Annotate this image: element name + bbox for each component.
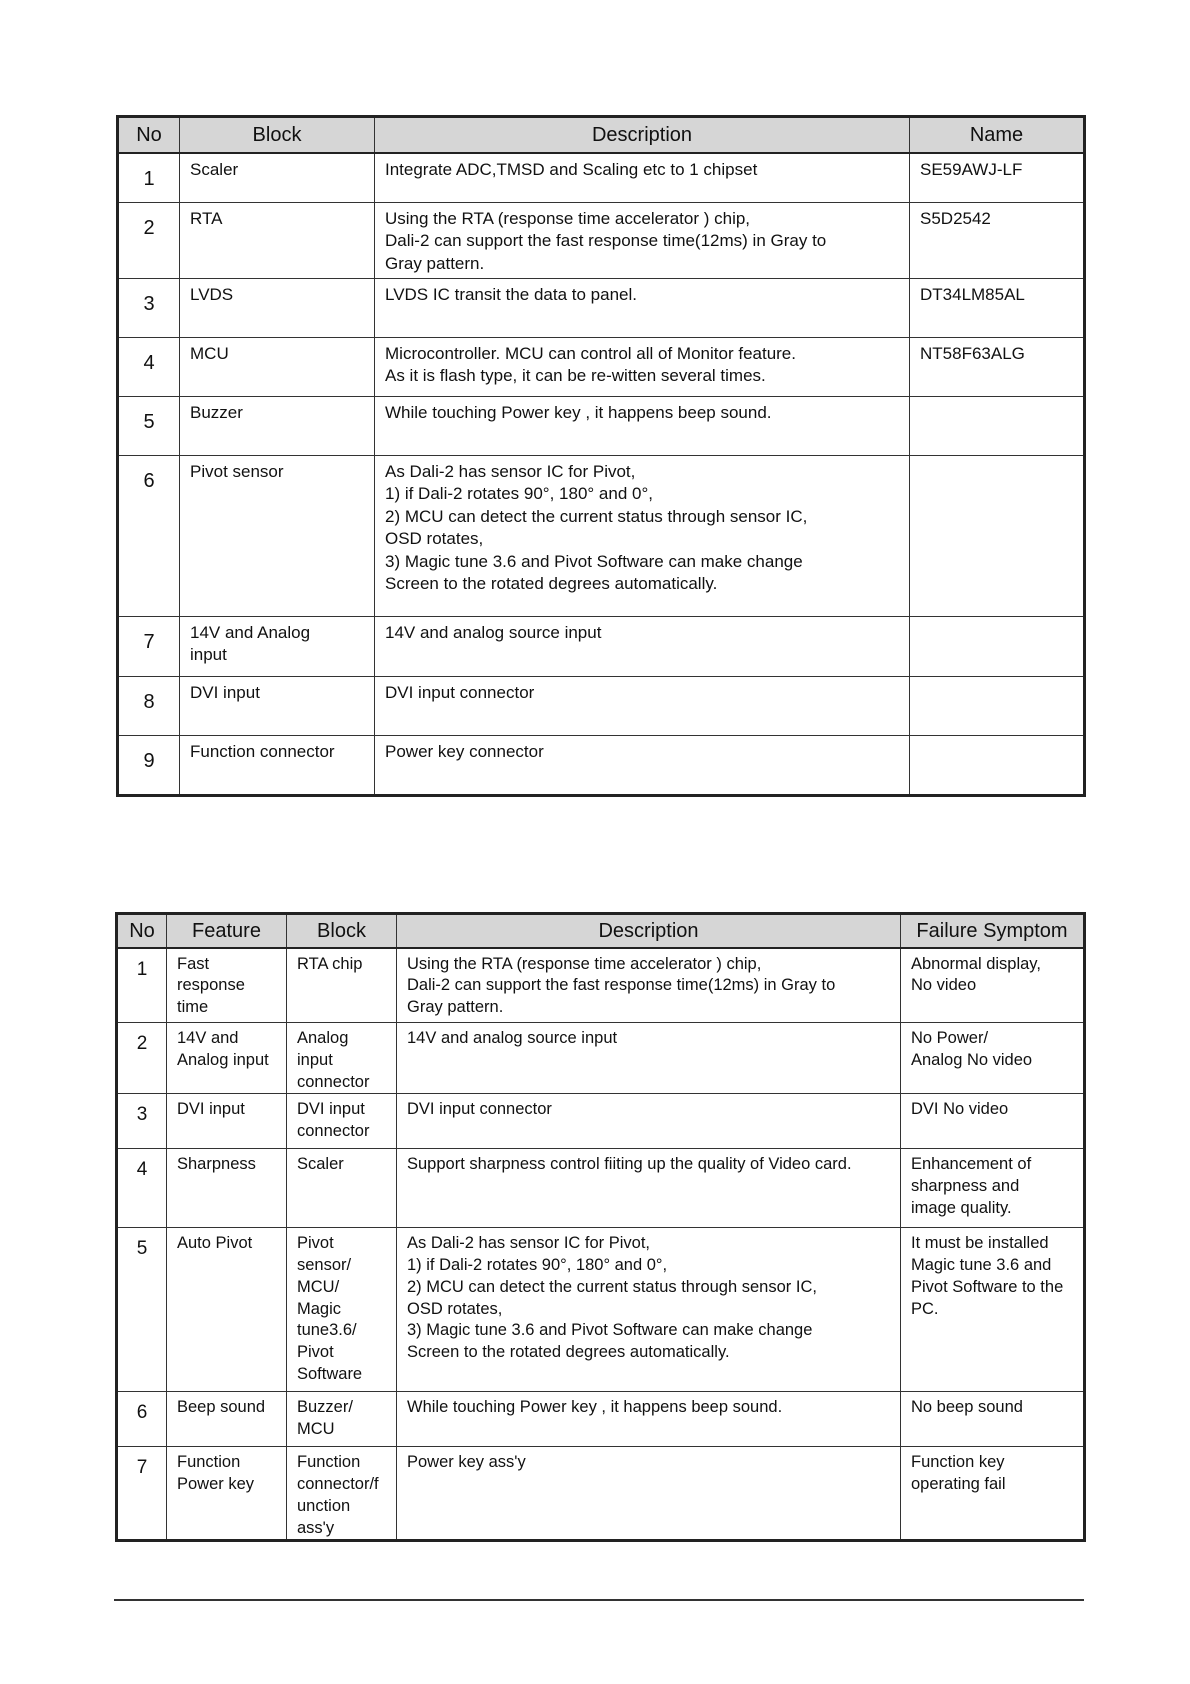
row-number: 1 bbox=[118, 153, 180, 203]
part-name-cell bbox=[910, 736, 1085, 796]
column-header-description: Description bbox=[397, 914, 901, 948]
column-header-no: No bbox=[117, 914, 167, 948]
part-name-cell bbox=[910, 617, 1085, 677]
description-cell: Integrate ADC,TMSD and Scaling etc to 1 chipset bbox=[375, 153, 910, 203]
description-cell: Power key ass'y bbox=[397, 1447, 901, 1541]
table-row bbox=[118, 153, 1085, 203]
description-cell: Microcontroller. MCU can control all of Monitor feature. As it is flash type, it can be re-witten several times. bbox=[375, 338, 910, 397]
table-row bbox=[118, 617, 1085, 677]
block-cell: Function connector/f unction ass'y bbox=[287, 1447, 397, 1541]
table-row bbox=[117, 1228, 1085, 1392]
table-row bbox=[118, 456, 1085, 617]
block-cell: Pivot sensor bbox=[180, 456, 375, 617]
column-header-block: Block bbox=[287, 914, 397, 948]
column-header-failure-symptom: Failure Symptom bbox=[901, 914, 1085, 948]
table-row bbox=[117, 1023, 1085, 1094]
description-cell: As Dali-2 has sensor IC for Pivot, 1) if Dali-2 rotates 90°, 180° and 0°, 2) MCU can detect the current status through sensor IC, OSD rotates, 3) Magic tune 3.6 and Pivot Software can make change Screen to the rotated degrees automatically. bbox=[375, 456, 910, 617]
table-row bbox=[117, 1094, 1085, 1149]
feature-cell: 14V and Analog input bbox=[167, 1023, 287, 1094]
feature-cell: Beep sound bbox=[167, 1392, 287, 1447]
row-number: 2 bbox=[118, 203, 180, 279]
table-row bbox=[117, 948, 1085, 1023]
block-cell: Buzzer/ MCU bbox=[287, 1392, 397, 1447]
part-name-cell bbox=[910, 677, 1085, 736]
row-number: 5 bbox=[118, 397, 180, 456]
row-number: 8 bbox=[118, 677, 180, 736]
feature-cell: Sharpness bbox=[167, 1149, 287, 1228]
block-cell: DVI input connector bbox=[287, 1094, 397, 1149]
row-number: 2 bbox=[117, 1023, 167, 1094]
failure-symptom-cell: DVI No video bbox=[901, 1094, 1085, 1149]
block-cell: 14V and Analog input bbox=[180, 617, 375, 677]
row-number: 6 bbox=[118, 456, 180, 617]
block-cell: Scaler bbox=[287, 1149, 397, 1228]
row-number: 1 bbox=[117, 948, 167, 1023]
description-cell: DVI input connector bbox=[375, 677, 910, 736]
row-number: 3 bbox=[118, 279, 180, 338]
table-row bbox=[118, 203, 1085, 279]
row-number: 9 bbox=[118, 736, 180, 796]
failure-symptom-cell: Function key operating fail bbox=[901, 1447, 1085, 1541]
block-cell: Scaler bbox=[180, 153, 375, 203]
description-cell: 14V and analog source input bbox=[397, 1023, 901, 1094]
block-cell: RTA bbox=[180, 203, 375, 279]
table-header-row bbox=[118, 117, 1085, 153]
row-number: 7 bbox=[118, 617, 180, 677]
row-number: 7 bbox=[117, 1447, 167, 1541]
failure-symptom-cell: No Power/ Analog No video bbox=[901, 1023, 1085, 1094]
row-number: 4 bbox=[117, 1149, 167, 1228]
feature-cell: Fast response time bbox=[167, 948, 287, 1023]
feature-cell: Auto Pivot bbox=[167, 1228, 287, 1392]
part-name-cell: NT58F63ALG bbox=[910, 338, 1085, 397]
block-cell: Pivot sensor/ MCU/ Magic tune3.6/ Pivot Software bbox=[287, 1228, 397, 1392]
description-cell: 14V and analog source input bbox=[375, 617, 910, 677]
block-cell: DVI input bbox=[180, 677, 375, 736]
block-cell: Function connector bbox=[180, 736, 375, 796]
table-row bbox=[118, 279, 1085, 338]
block-description-table bbox=[116, 115, 1086, 797]
row-number: 6 bbox=[117, 1392, 167, 1447]
feature-cell: DVI input bbox=[167, 1094, 287, 1149]
table-row bbox=[117, 1149, 1085, 1228]
block-cell: LVDS bbox=[180, 279, 375, 338]
failure-symptom-cell: No beep sound bbox=[901, 1392, 1085, 1447]
description-cell: Using the RTA (response time accelerator ) chip, Dali-2 can support the fast response time(12ms) in Gray to Gray pattern. bbox=[375, 203, 910, 279]
table-header-row bbox=[117, 914, 1085, 948]
column-header-block: Block bbox=[180, 117, 375, 153]
description-cell: LVDS IC transit the data to panel. bbox=[375, 279, 910, 338]
table-row bbox=[118, 397, 1085, 456]
row-number: 5 bbox=[117, 1228, 167, 1392]
row-number: 4 bbox=[118, 338, 180, 397]
block-cell: Buzzer bbox=[180, 397, 375, 456]
column-header-no: No bbox=[118, 117, 180, 153]
description-cell: Power key connector bbox=[375, 736, 910, 796]
feature-cell: Function Power key bbox=[167, 1447, 287, 1541]
part-name-cell: DT34LM85AL bbox=[910, 279, 1085, 338]
description-cell: While touching Power key , it happens beep sound. bbox=[375, 397, 910, 456]
description-cell: As Dali-2 has sensor IC for Pivot, 1) if Dali-2 rotates 90°, 180° and 0°, 2) MCU can detect the current status through sensor IC, OSD rotates, 3) Magic tune 3.6 and Pivot Software can make change Screen to the rotated degrees automatically. bbox=[397, 1228, 901, 1392]
failure-symptom-cell: Abnormal display, No video bbox=[901, 948, 1085, 1023]
failure-symptom-cell: It must be installed Magic tune 3.6 and Pivot Software to the PC. bbox=[901, 1228, 1085, 1392]
column-header-feature: Feature bbox=[167, 914, 287, 948]
block-cell: Analog input connector bbox=[287, 1023, 397, 1094]
table-row bbox=[117, 1392, 1085, 1447]
table-row bbox=[118, 677, 1085, 736]
description-cell: DVI input connector bbox=[397, 1094, 901, 1149]
block-cell: MCU bbox=[180, 338, 375, 397]
table-row bbox=[117, 1447, 1085, 1541]
feature-failure-table bbox=[115, 912, 1086, 1542]
failure-symptom-cell: Enhancement of sharpness and image quality. bbox=[901, 1149, 1085, 1228]
part-name-cell bbox=[910, 456, 1085, 617]
footer-divider bbox=[114, 1599, 1084, 1601]
row-number: 3 bbox=[117, 1094, 167, 1149]
table-row bbox=[118, 736, 1085, 796]
part-name-cell bbox=[910, 397, 1085, 456]
column-header-name: Name bbox=[910, 117, 1085, 153]
table-row bbox=[118, 338, 1085, 397]
description-cell: Using the RTA (response time accelerator ) chip, Dali-2 can support the fast response time(12ms) in Gray to Gray pattern. bbox=[397, 948, 901, 1023]
description-cell: Support sharpness control fiiting up the quality of Video card. bbox=[397, 1149, 901, 1228]
column-header-description: Description bbox=[375, 117, 910, 153]
block-cell: RTA chip bbox=[287, 948, 397, 1023]
description-cell: While touching Power key , it happens beep sound. bbox=[397, 1392, 901, 1447]
part-name-cell: SE59AWJ-LF bbox=[910, 153, 1085, 203]
part-name-cell: S5D2542 bbox=[910, 203, 1085, 279]
